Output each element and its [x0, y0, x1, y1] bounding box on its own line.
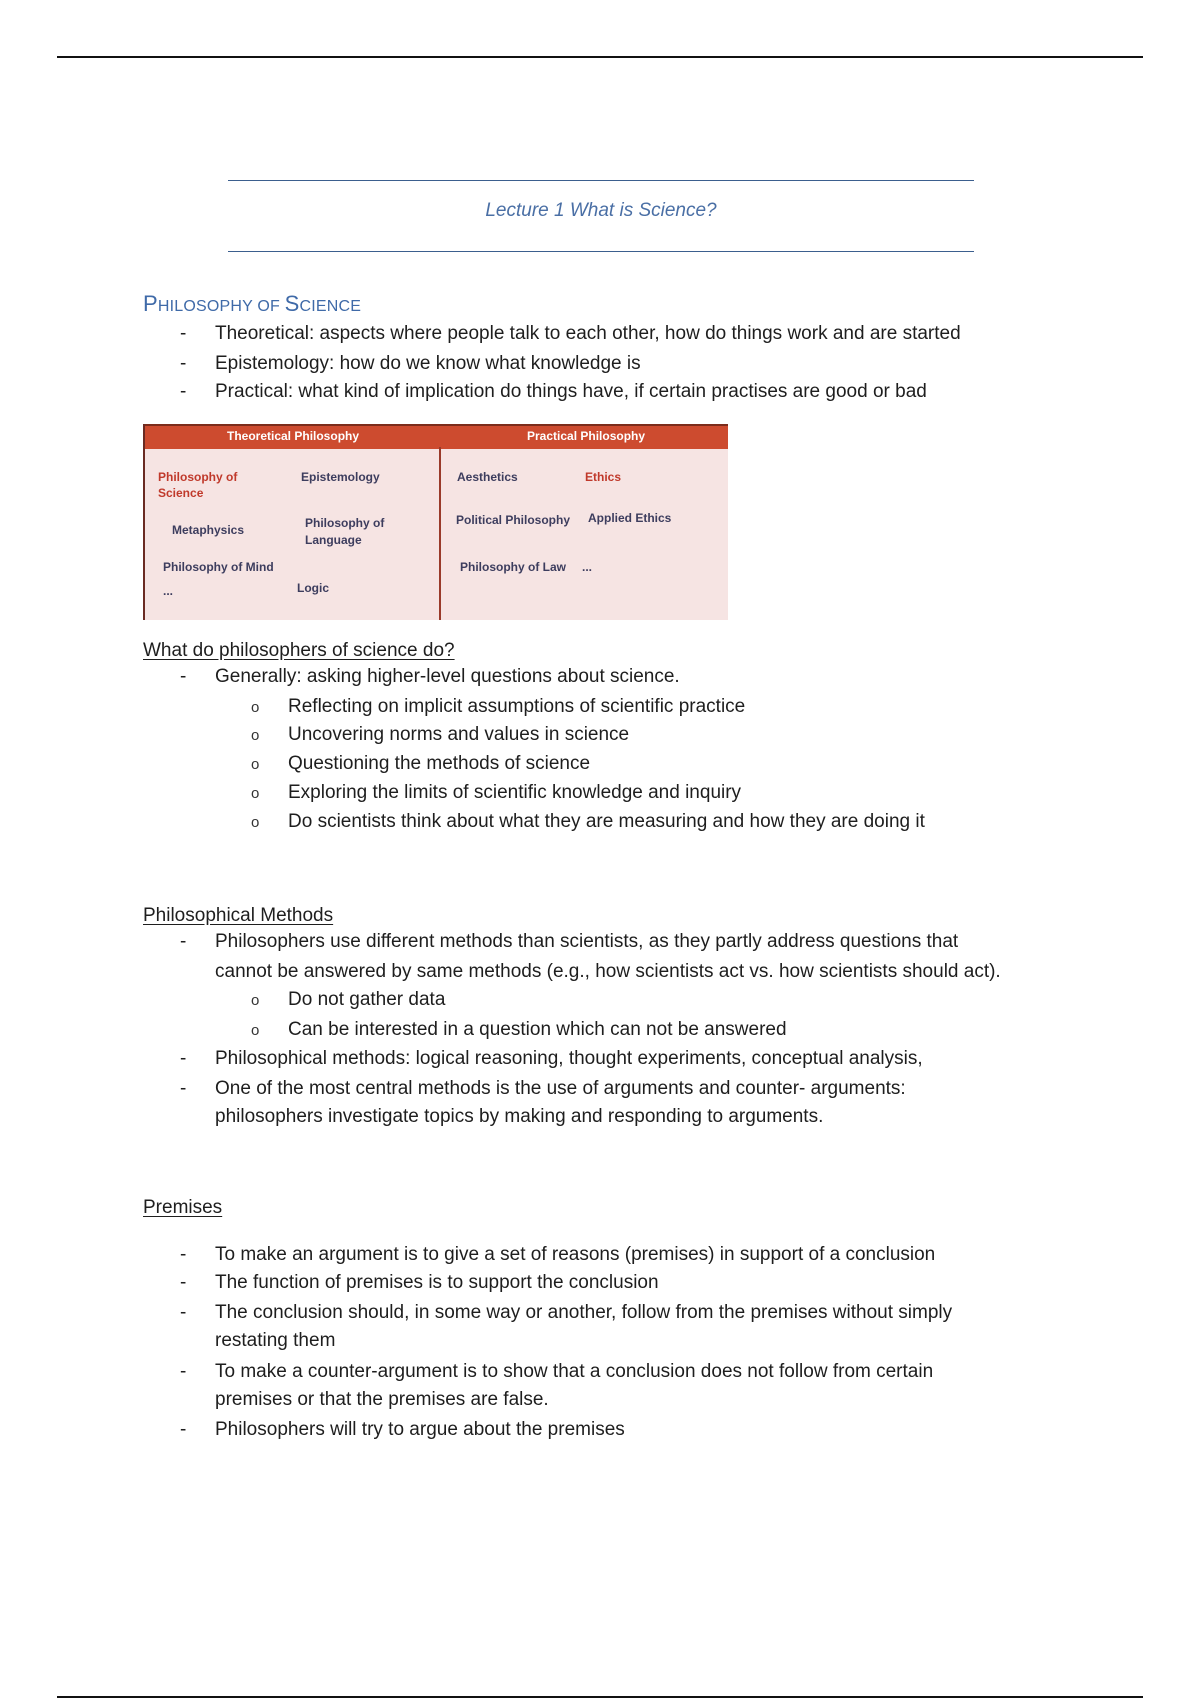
bullet-dash: - — [180, 1302, 187, 1323]
s2-sub-2: Can be interested in a question which can not be answered — [288, 1019, 787, 1040]
cell-philosophy-of-mind: Philosophy of Mind — [163, 560, 274, 574]
section-heading: PHILOSOPHY OF SCIENCE — [143, 291, 362, 316]
intro-bullet-2: Epistemology: how do we know what knowledge is — [215, 353, 641, 374]
s2-bullet-3-line-2: philosophers investigate topics by making and responding to arguments. — [215, 1106, 824, 1127]
s3-bullet-1: To make an argument is to give a set of reasons (premises) in support of a conclusion — [215, 1244, 936, 1265]
sub-bullet-circle: o — [251, 992, 260, 1009]
bullet-dash: - — [180, 1244, 187, 1265]
cell-logic: Logic — [297, 581, 329, 595]
top-rule — [57, 56, 1143, 58]
cell-metaphysics: Metaphysics — [172, 523, 245, 537]
s3-bullet-3-line-1: The conclusion should, in some way or another, follow from the premises without simply — [215, 1302, 953, 1323]
s3-bullet-5: Philosophers will try to argue about the premises — [215, 1419, 625, 1440]
subheading-premises: Premises — [143, 1197, 223, 1218]
philosophy-branches-figure — [143, 424, 728, 620]
sub-bullet-circle: o — [251, 814, 260, 831]
header-theoretical: Theoretical Philosophy — [227, 429, 360, 443]
bottom-rule — [57, 1696, 1143, 1698]
cell-applied-ethics: Applied Ethics — [588, 511, 672, 525]
s3-bullet-4-line-2: premises or that the premises are false. — [215, 1389, 549, 1410]
cell-philosophy-of-science-1: Philosophy of — [158, 470, 238, 484]
figure-divider — [439, 447, 441, 620]
s1-sub-3: Questioning the methods of science — [288, 753, 591, 774]
cell-philosophy-of-language-2: Language — [305, 533, 362, 547]
bullet-dash: - — [180, 666, 187, 687]
sub-bullet-circle: o — [251, 1022, 260, 1039]
figure-header-bar — [145, 424, 728, 449]
bullet-dash: - — [180, 1361, 187, 1382]
s1-sub-5: Do scientists think about what they are measuring and how they are doing it — [288, 811, 925, 832]
cell-practical-ellipsis: ... — [582, 560, 593, 574]
cell-philosophy-of-law: Philosophy of Law — [460, 560, 567, 574]
s1-sub-2: Uncovering norms and values in science — [288, 724, 630, 745]
s2-sub-1: Do not gather data — [288, 989, 446, 1010]
cell-philosophy-of-language-1: Philosophy of — [305, 516, 385, 530]
s3-bullet-4-line-1: To make a counter-argument is to show that a conclusion does not follow from certain — [215, 1361, 934, 1382]
sub-bullet-circle: o — [251, 699, 260, 716]
s2-bullet-2: Philosophical methods: logical reasoning, thought experiments, conceptual analysis, — [215, 1048, 923, 1069]
title-rule-bottom — [228, 251, 974, 252]
sub-bullet-circle: o — [251, 756, 260, 773]
bullet-dash: - — [180, 323, 187, 344]
s1-bullet: Generally: asking higher-level questions about science. — [215, 666, 680, 687]
bullet-dash: - — [180, 353, 187, 374]
bullet-dash: - — [180, 1419, 187, 1440]
bullet-dash: - — [180, 1272, 187, 1293]
cell-philosophy-of-science-2: Science — [158, 486, 204, 500]
s1-sub-1: Reflecting on implicit assumptions of scientific practice — [288, 696, 746, 717]
sub-bullet-circle: o — [251, 727, 260, 744]
bullet-dash: - — [180, 1078, 187, 1099]
title-rule-top — [228, 180, 974, 181]
cell-aesthetics: Aesthetics — [457, 470, 518, 484]
header-practical: Practical Philosophy — [527, 429, 646, 443]
cell-theoretical-ellipsis: ... — [163, 584, 174, 598]
s3-bullet-2: The function of premises is to support the conclusion — [215, 1272, 659, 1293]
sub-bullet-circle: o — [251, 785, 260, 802]
bullet-dash: - — [180, 1048, 187, 1069]
bullet-dash: - — [180, 381, 187, 402]
s2-bullet-1-line-2: cannot be answered by same methods (e.g., how scientists act vs. how scientists should act). — [215, 961, 1001, 982]
bullet-dash: - — [180, 931, 187, 952]
s2-bullet-1-line-1: Philosophers use different methods than scientists, as they partly address questions that — [215, 931, 959, 952]
subheading-what-do-philosophers-do: What do philosophers of science do? — [143, 640, 455, 661]
s2-bullet-3-line-1: One of the most central methods is the use of arguments and counter- arguments: — [215, 1078, 906, 1099]
s3-bullet-3-line-2: restating them — [215, 1330, 336, 1351]
intro-bullet-3: Practical: what kind of implication do things have, if certain practises are good or bad — [215, 381, 927, 402]
cell-political-philosophy: Political Philosophy — [456, 513, 571, 527]
lecture-title: Lecture 1 What is Science? — [485, 200, 717, 221]
cell-epistemology: Epistemology — [301, 470, 380, 484]
subheading-philosophical-methods: Philosophical Methods — [143, 905, 334, 926]
cell-ethics: Ethics — [585, 470, 622, 484]
intro-bullet-1: Theoretical: aspects where people talk to each other, how do things work and are started — [215, 323, 961, 344]
s1-sub-4: Exploring the limits of scientific knowledge and inquiry — [288, 782, 742, 803]
